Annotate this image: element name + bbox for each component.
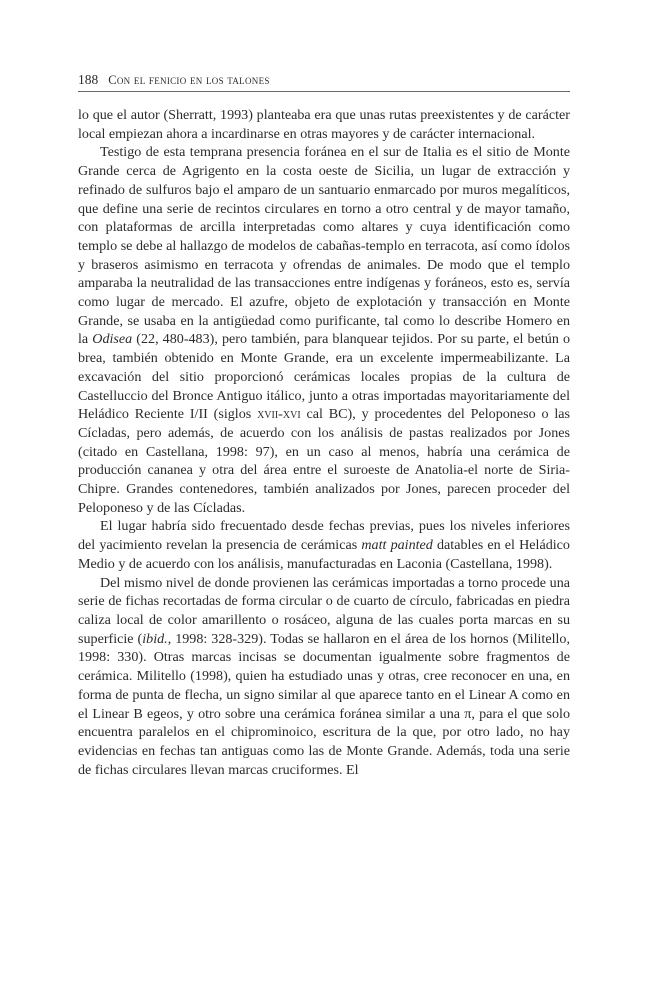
paragraph-2 [78, 143, 570, 517]
text-run: Testigo de esta temprana presencia foránea en el sur de Italia es el sitio de Monte Grande cerca de Agrigento en la costa oeste de Sicilia, un lugar de extracción y refinado de sulfuros bajo el amparo de un santuario enmarcado por muros megalíticos, que define una serie de recintos circulares en torno a otro central y de mayor tamaño, con plataformas de arcilla interpretadas como altares y cuya identificación como templo se debe al hallazgo de modelos de cabañas-templo en terracota, así como ídolos y braseros asimismo en terracota y ofrendas de animales. De modo que el templo amparaba la neutralidad de las transacciones entre indígenas y foráneos, esto es, servía como lugar de mercado. El azufre, objeto de explotación y transacción en Monte Grande, se usaba en la antigüedad como purificante, tal como lo describe Homero en la [78, 144, 570, 348]
text-run: , 1998: 328-329). Todas se hallaron en el área de los hornos (Militello, 1998: 330). Otras marcas incisas se documentan igualmente sobre fragmentos de cerámica. Militello (1998), quien ha estudiado unas y otras, cree reconocer en una, en forma de punta de flecha, un signo similar al que aparece tanto en el Linear A como en el Linear B egeos, y otro sobre una cerámica foránea similar a una π, para el que solo encuentra paralelos en el chiprominoico, escritura de la que, por otro lado, no hay evidencias en fechas tan antiguas como las de Monte Grande. Además, toda una serie de fichas circulares llevan marcas cruciformes. El [78, 630, 570, 778]
text-run: datables en el Heládico Medio y de acuerdo con los análisis, manufacturadas en Laconia (Castellana, 1998). [78, 537, 570, 572]
paragraph-4 [78, 574, 570, 780]
century-numerals: xvii-xvi [257, 406, 301, 423]
paragraph-3 [78, 517, 570, 573]
italic-title: Odisea [92, 331, 133, 348]
page-number: 188 [78, 72, 99, 87]
text-run: Del mismo nivel de donde provienen las cerámicas importadas a torno procede una serie de fichas recortadas de forma circular o de cuarto de círculo, fabricadas en piedra caliza local de color amarillento o rosáceo, alguna de las cuales porta marcas en su superficie ( [78, 574, 570, 647]
text-run: (22, 480-483), pero también, para blanquear tejidos. Por su parte, el betún o brea, también obtenido en Monte Grande, era un excelente impermeabilizante. La excavación del sitio proporcionó cerámicas locales propias de la cultura de Castelluccio del Bronce Antiguo itálico, junto a otras importadas mayoritariamente del Heládico Reciente I/II (siglos [78, 331, 570, 423]
italic-ibid: ibid. [142, 630, 168, 647]
book-page [78, 72, 570, 779]
body-text [78, 106, 570, 779]
running-header [78, 72, 570, 92]
italic-term: matt painted [361, 537, 433, 554]
text-run: El lugar habría sido frecuentado desde fechas previas, pues los niveles inferiores del yacimiento revelan la presencia de cerámicas [78, 518, 570, 554]
running-title: Con el fenicio en los talones [108, 73, 270, 87]
paragraph-1: lo que el autor (Sherratt, 1993) planteaba era que unas rutas preexistentes y de carácter local empiezan ahora a incardinarse en otras mayores y de carácter internacional. [78, 107, 570, 142]
text-run: cal BC), y procedentes del Peloponeso o las Cícladas, pero además, de acuerdo con los análisis de pastas realizados por Jones (citado en Castellana, 1998: 97), en un caso al menos, habría una cerámica de producción cananea y otra del área entre el suroeste de Anatolia-el norte de Siria-Chipre. Grandes contenedores, también analizados por Jones, parecen proceder del Peloponeso y de las Cícladas. [78, 406, 570, 516]
